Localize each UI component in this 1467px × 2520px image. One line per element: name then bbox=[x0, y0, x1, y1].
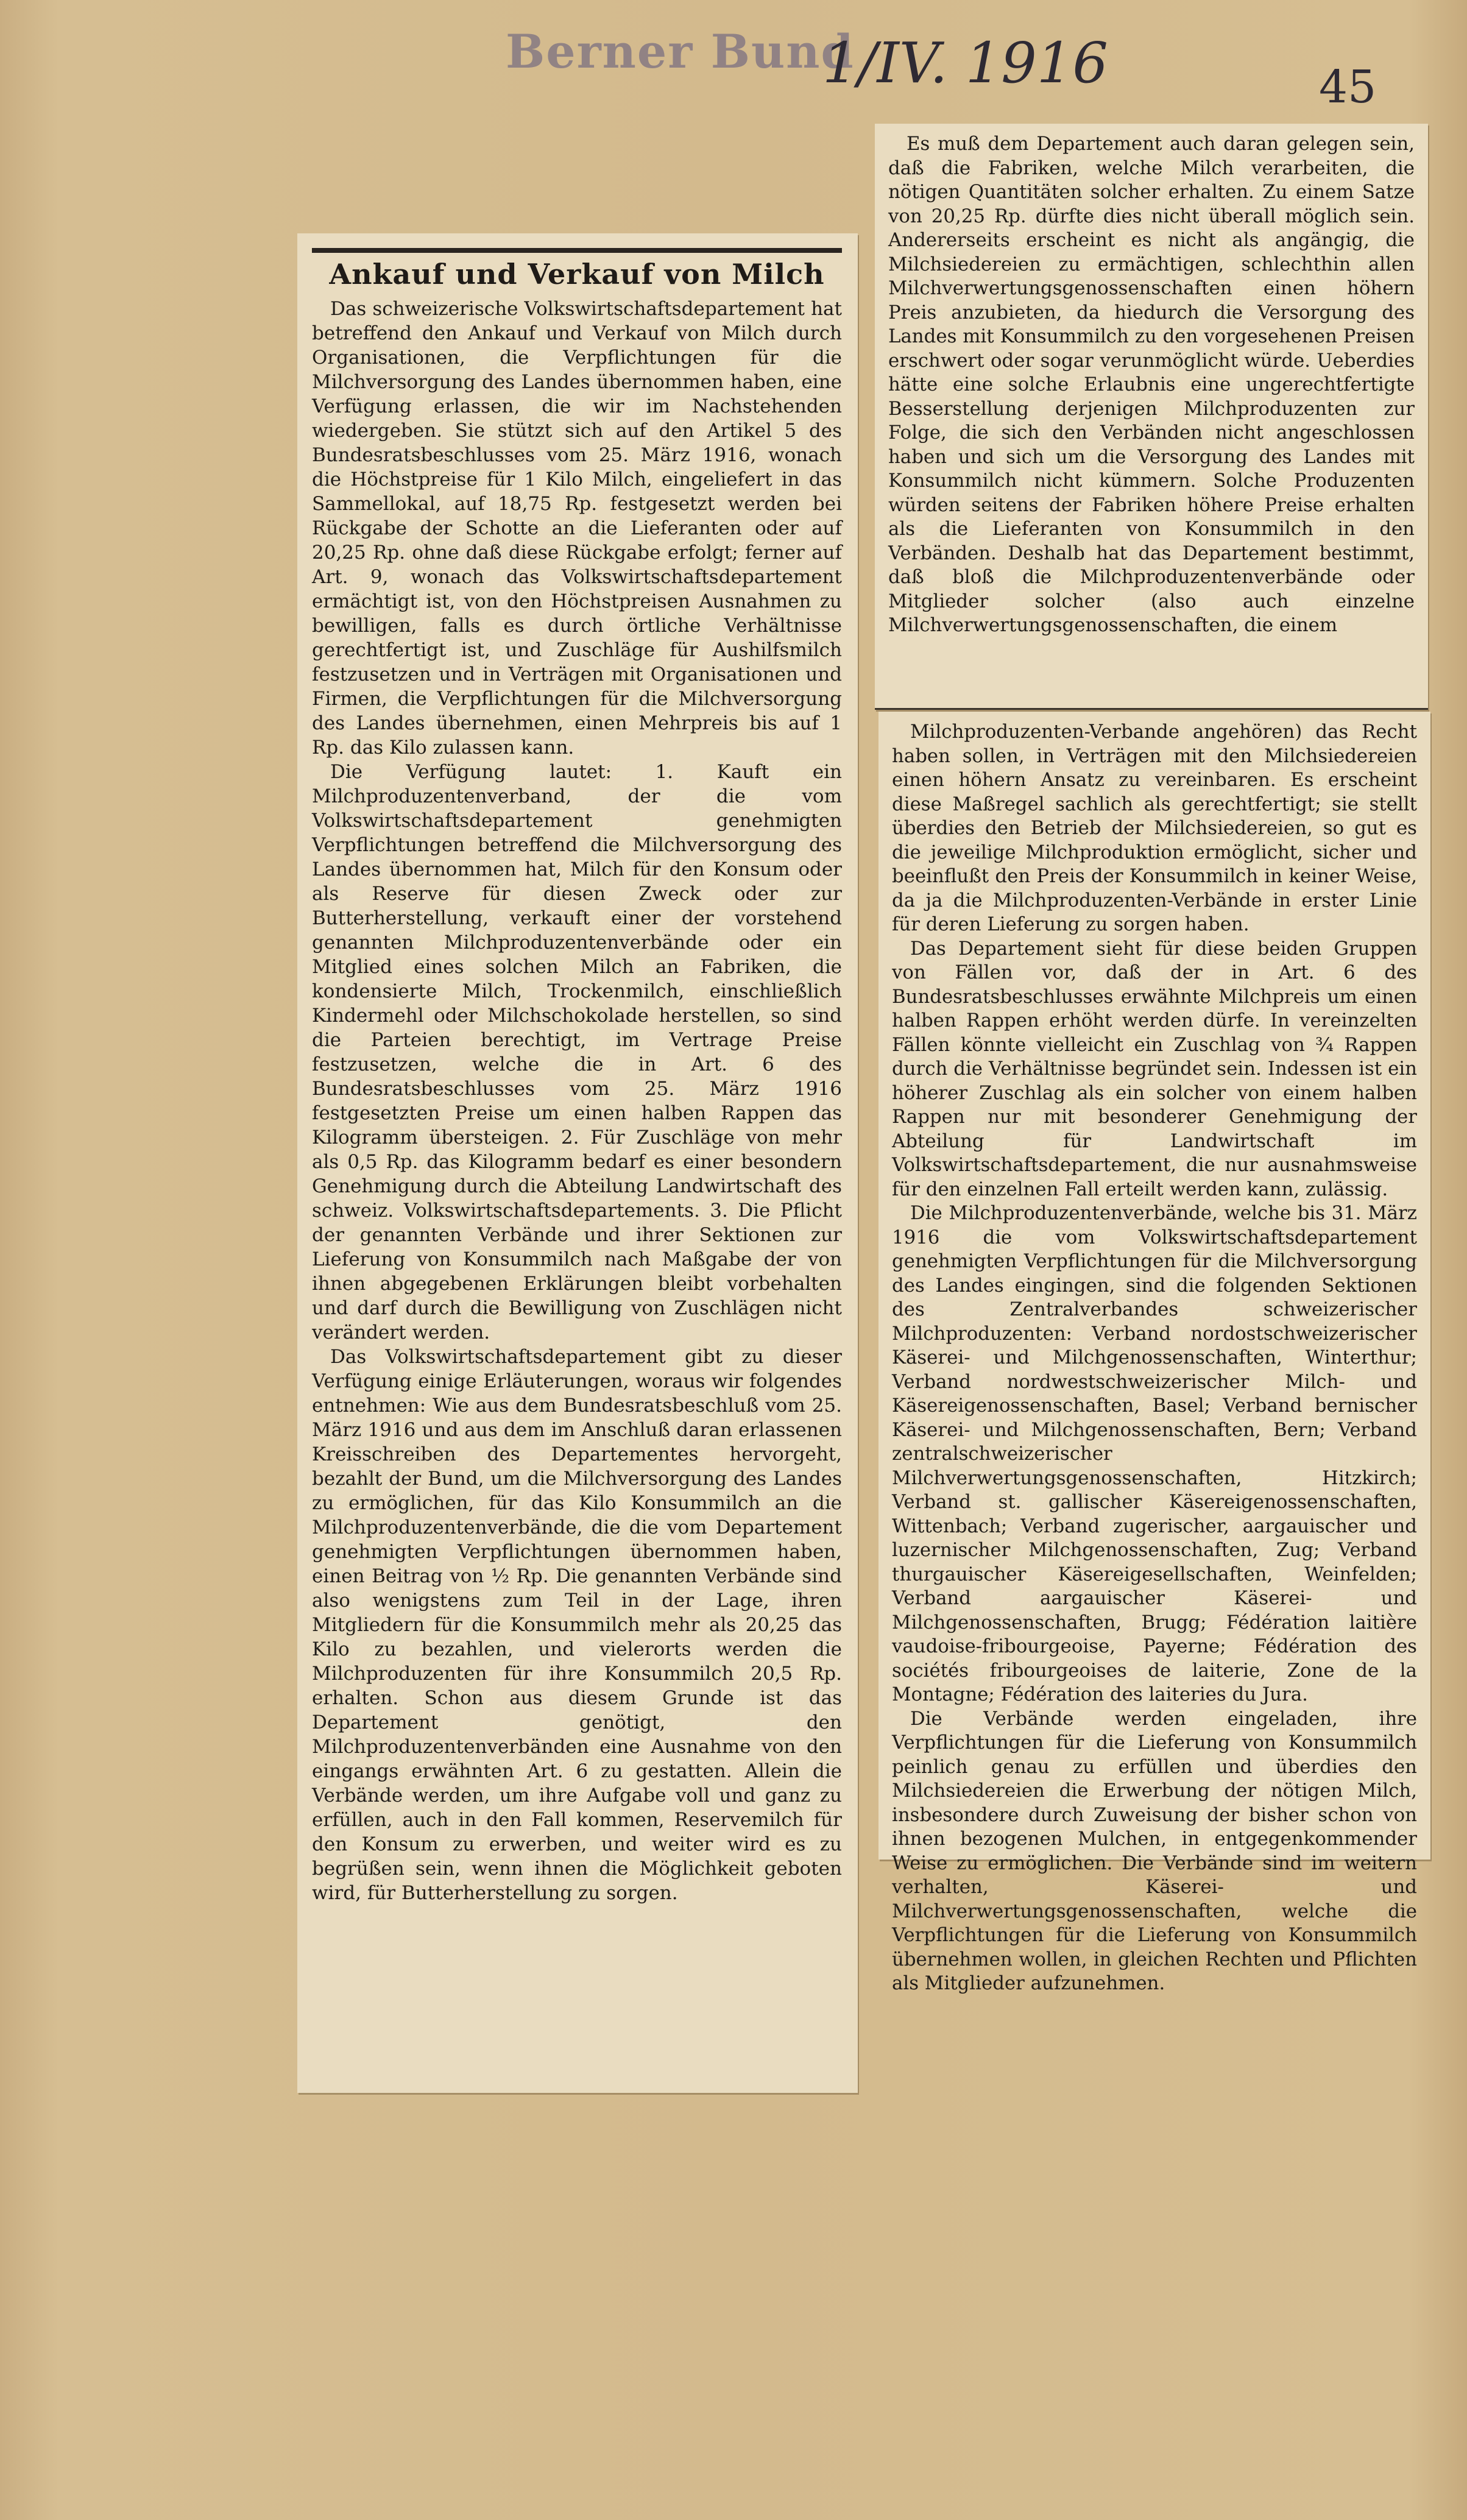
paragraph: Die Verfügung lautet: 1. Kauft ein Milchproduzentenverband, der die vom Volkswirtschaftsdepartement genehmigten Verpflichtungen betreffend die Milchversorgung des Landes übernommen hat, Milch für den Konsum oder als Reserve für diesen Zweck oder zur Butterherstellung, verkauft einer der vorstehend genannten Milchproduzentenverbände oder ein Mitglied eines solchen Milch an Fabriken, die kondensierte Milch, Trockenmilch, einschließlich Kindermehl oder Milchschokolade herstellen, so sind die Parteien berechtigt, im Vertrage Preise festzusetzen, welche die in Art. 6 des Bundesratsbeschlusses vom 25. März 1916 festgesetzten Preise um einen halben Rappen das Kilogramm übersteigen. 2. Für Zuschläge von mehr als 0,5 Rp. das Kilogramm bedarf es einer besondern Genehmigung durch die Abteilung Landwirtschaft des schweiz. Volkswirtschaftsdepartements. 3. Die Pflicht der genannten Verbände und ihrer Sektionen zur Lieferung von Konsummilch nach Maßgabe der von ihnen abgegebenen Erklärungen bleibt vorbehalten und darf durch die Bewilligung von Zuschlägen nicht verändert werden. bbox=[312, 761, 842, 1343]
paragraph: Das schweizerische Volkswirtschaftsdepartement hat betreffend den Ankauf und Verkauf von Milch durch Organisationen, die Verpflichtungen für die Milchversorgung des Landes übernommen haben, eine Verfügung erlassen, die wir im Nachstehenden wiedergeben. Sie stützt sich auf den Artikel 5 des Bundesratsbeschlusses vom 25. März 1916, wonach die Höchstpreise für 1 Kilo Milch, eingeliefert in das Sammellokal, auf 18,75 Rp. festgesetzt werden bei Rückgabe der Schotte an die Lieferanten oder auf 20,25 Rp. ohne daß diese Rückgabe erfolgt; ferner auf Art. 9, wonach das Volkswirtschaftsdepartement ermächtigt ist, von den Höchstpreisen Ausnahmen zu bewilligen, falls es durch örtliche Verhältnisse gerechtfertigt ist, und Zuschläge für Aushilfsmilch festzusetzen und in Verträgen mit Organisationen und Firmen, die Verpflichtungen für die Milchversorgung des Landes übernehmen, einen Mehrpreis bis auf 1 Rp. das Kilo zulassen kann. bbox=[312, 298, 842, 759]
article-title: Ankauf und Verkauf von Milch bbox=[312, 248, 842, 291]
handwritten-date: 1/IV. 1916 bbox=[822, 30, 1108, 96]
paragraph: Es muß dem Departement auch daran gelegen sein, daß die Fabriken, welche Milch verarbeiten, die nötigen Quantitäten solcher erhalten. Zu einem Satze von 20,25 Rp. dürfte dies nicht überall möglich sein. Andererseits erscheint es nicht als angängig, die Milchsiedereien zu ermächtigen, schlechthin allen Milchverwertungsgenossenschaften einen höhern Preis anzubieten, da hiedurch die Versorgung des Landes mit Konsummilch zu den vorgesehenen Preisen erschwert oder sogar verunmöglicht würde. Ueberdies hätte eine solche Erlaubnis eine ungerechtfertigte Besserstellung derjenigen Milchproduzenten zur Folge, die sich den Verbänden nicht angeschlossen haben und sich um die Versorgung des Landes mit Konsummilch nicht kümmern. Solche Produzenten würden seitens der Fabriken höhere Preise erhalten als die Lieferanten von Konsummilch in den Verbänden. Deshalb hat das Departement bestimmt, daß bloß die Milchproduzentenverbände oder Mitglieder solcher (also auch einzelne Milchverwertungsgenossenschaften, die einem bbox=[888, 133, 1415, 636]
paragraph: Milchproduzenten-Verbande angehören) das Recht haben sollen, in Verträgen mit den Milchsiedereien einen höhern Ansatz zu vereinbaren. Es erscheint diese Maßregel sachlich als gerechtfertigt; sie stellt überdies den Betrieb der Milchsiedereien, so gut es die jeweilige Milchproduktion ermöglicht, sicher und beeinflußt den Preis der Konsummilch in keiner Weise, da ja die Milchproduzenten-Verbände in erster Linie für deren Lieferung zu sorgen haben. bbox=[892, 721, 1417, 935]
clipping-right-top bbox=[875, 124, 1428, 710]
paragraph: Die Milchproduzentenverbände, welche bis 31. März 1916 die vom Volkswirtschaftsdepartement genehmigten Verpflichtungen für die Milchversorgung des Landes eingingen, sind die folgenden Sektionen des Zentralverbandes schweizerischer Milchproduzenten: Verband nordostschweizerischer Käserei- und Milchgenossenschaften, Winterthur; Verband nordwestschweizerischer Milch- und Käsereigenossenschaften, Basel; Verband bernischer Käserei- und Milchgenossenschaften, Bern; Verband zentralschweizerischer Milchverwertungsgenossenschaften, Hitzkirch; Verband st. gallischer Käsereigenossenschaften, Wittenbach; Verband zugerischer, aargauischer und luzernischer Milchgenossenschaften, Zug; Verband thurgauischer Käsereigesellschaften, Weinfelden; Verband aargauischer Käserei- und Milchgenossenschaften, Brugg; Fédération laitière vaudoise-fribourgeoise, Payerne; Fédération des sociétés fribourgeoises de laiterie, Zone de la Montagne; Fédération des laiteries du Jura. bbox=[892, 1202, 1417, 1705]
page-number: 45 bbox=[1319, 61, 1377, 113]
clipping-left-column bbox=[297, 233, 858, 2093]
paragraph: Das Volkswirtschaftsdepartement gibt zu dieser Verfügung einige Erläuterungen, woraus wir folgendes entnehmen: Wie aus dem Bundesratsbeschluß vom 25. März 1916 und aus dem im Anschluß daran erlassenen Kreisschreiben des Departementes hervorgeht, bezahlt der Bund, um die Milchversorgung des Landes zu ermöglichen, für das Kilo Konsummilch an die Milchproduzentenverbände, die die vom Departement genehmigten Verpflichtungen übernommen haben, einen Beitrag von ½ Rp. Die genannten Verbände sind also wenigstens zum Teil in der Lage, ihren Mitgliedern für die Konsummilch mehr als 20,25 das Kilo zu bezahlen, und vielerorts werden die Milchproduzenten für ihre Konsummilch 20,5 Rp. erhalten. Schon aus diesem Grunde ist das Departement genötigt, den Milchproduzentenverbänden eine Ausnahme von den eingangs erwähnten Art. 6 zu gestatten. Allein die Verbände werden, um ihre Aufgabe voll und ganz zu erfüllen, auch in den Fall kommen, Reservemilch für den Konsum zu erwerben, und weiter wird es zu begrüßen sein, wenn ihnen die Möglichkeit geboten wird, für Butterherstellung zu sorgen. bbox=[312, 1346, 842, 1904]
clipping-divider bbox=[875, 708, 1428, 710]
paragraph: Die Verbände werden eingeladen, ihre Verpflichtungen für die Lieferung von Konsummilch peinlich genau zu erfüllen und überdies den Milchsiedereien die Erwerbung der nötigen Milch, insbesondere durch Zuweisung der bisher schon von ihnen bezogenen Mulchen, in entgegenkommender Weise zu ermöglichen. Die Verbände sind im weitern verhalten, Käserei- und Milchverwertungsgenossenschaften, welche die Verpflichtungen für die Lieferung von Konsummilch übernehmen wollen, in gleichen Rechten und Pflichten als Mitglieder aufzunehmen. bbox=[892, 1707, 1417, 1994]
paragraph: Das Departement sieht für diese beiden Gruppen von Fällen vor, daß der in Art. 6 des Bundesratsbeschlusses erwähnte Milchpreis um einen halben Rappen erhöht werden dürfe. In vereinzelten Fällen könnte vielleicht ein Zuschlag von ¾ Rappen durch die Verhältnisse begründet sein. Indessen ist ein höherer Zuschlag als ein solcher von einem halben Rappen nur mit besonderer Genehmigung der Abteilung für Landwirtschaft im Volkswirtschaftsdepartement, die nur ausnahmsweise für den einzelnen Fall erteilt werden kann, zulässig. bbox=[892, 937, 1417, 1200]
clipping-right-bottom bbox=[878, 712, 1430, 1994]
newspaper-stamp: Berner Bund bbox=[506, 24, 855, 79]
